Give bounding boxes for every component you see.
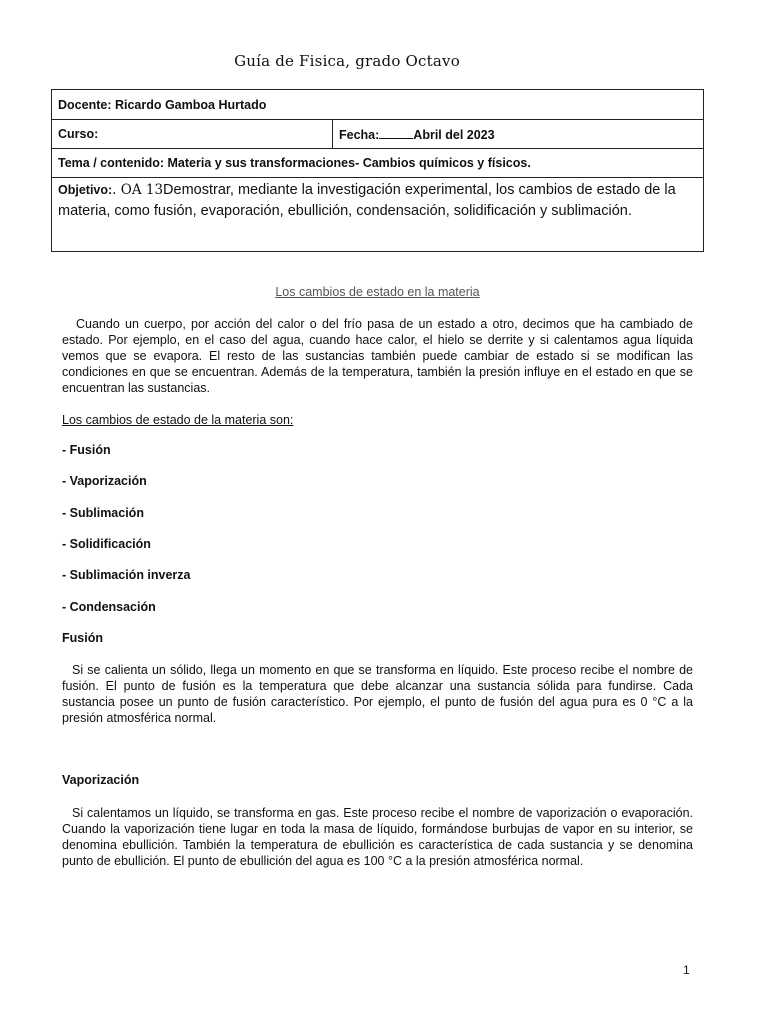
- list-item: - Sublimación inverza: [62, 568, 191, 582]
- list-item: - Solidificación: [62, 537, 151, 551]
- fecha-cell: [333, 120, 704, 149]
- docente-cell: Docente: Ricardo Gamboa Hurtado: [52, 90, 704, 120]
- list-item: - Fusión: [62, 443, 111, 457]
- fecha-blank: [379, 127, 413, 139]
- objetivo-label: Objetivo:: [58, 183, 113, 197]
- vaporizacion-paragraph: Si calentamos un líquido, se transforma en gas. Este proceso recibe el nombre de vaporización o evaporación. Cuando la vaporización tiene lugar en toda la masa de líquido, formándose burbujas de vapor en su interior, se denomina ebullición. También la temperatura de ebullición es característica de cada sustancia y se denomina punto de ebullición. El punto de ebullición del agua es 100 °C a la presión atmosférica normal.: [62, 806, 693, 868]
- fecha-label: Fecha:: [339, 127, 380, 142]
- objetivo-cell: [52, 178, 704, 252]
- curso-cell: Curso:: [52, 120, 333, 149]
- info-table: [51, 89, 704, 252]
- fusion-paragraph: Si se calienta un sólido, llega un momento en que se transforma en líquido. Este proceso recibe el nombre de fusión. El punto de fusión es la temperatura que debe alcanzar una sustancia sólida para fundirse. Cada sustancia posee un punto de fusión característico. Por ejemplo, el punto de fusión del agua pura es 0 °C a la presión atmosférica normal.: [62, 663, 693, 725]
- list-item: - Sublimación: [62, 506, 144, 520]
- list-heading: Los cambios de estado de la materia son:: [62, 413, 294, 427]
- page-title: Guía de Fisica, grado Octavo: [234, 52, 460, 70]
- objetivo-text: Demostrar, mediante la investigación experimental, los cambios de estado de la materia, como fusión, evaporación, ebullición, condensación, solidificación y sublimación.: [58, 182, 676, 219]
- intro-paragraph: Cuando un cuerpo, por acción del calor o del frío pasa de un estado a otro, decimos que ha cambiado de estado. Por ejemplo, en el caso del agua, cuando hace calor, el hielo se derrite y si calentamos agua líquida vemos que se evapora. El resto de las sustancias también puede cambiar de estado si se modifican las condiciones en que se encuentran. Además de la temperatura, también la presión influye en el estado en que se encuentran las sustancias.: [62, 317, 693, 395]
- page-number: 1: [683, 963, 690, 977]
- list-item: - Condensación: [62, 600, 156, 614]
- list-item: - Vaporización: [62, 474, 147, 488]
- fusion-heading: Fusión: [62, 631, 103, 645]
- objetivo-code: . OA 13: [112, 182, 164, 198]
- tema-cell: Tema / contenido: Materia y sus transformaciones- Cambios químicos y físicos.: [52, 149, 704, 178]
- vaporizacion-heading: Vaporización: [62, 773, 140, 787]
- section-title: Los cambios de estado en la materia: [275, 285, 480, 299]
- fecha-value: Abril del 2023: [413, 127, 495, 142]
